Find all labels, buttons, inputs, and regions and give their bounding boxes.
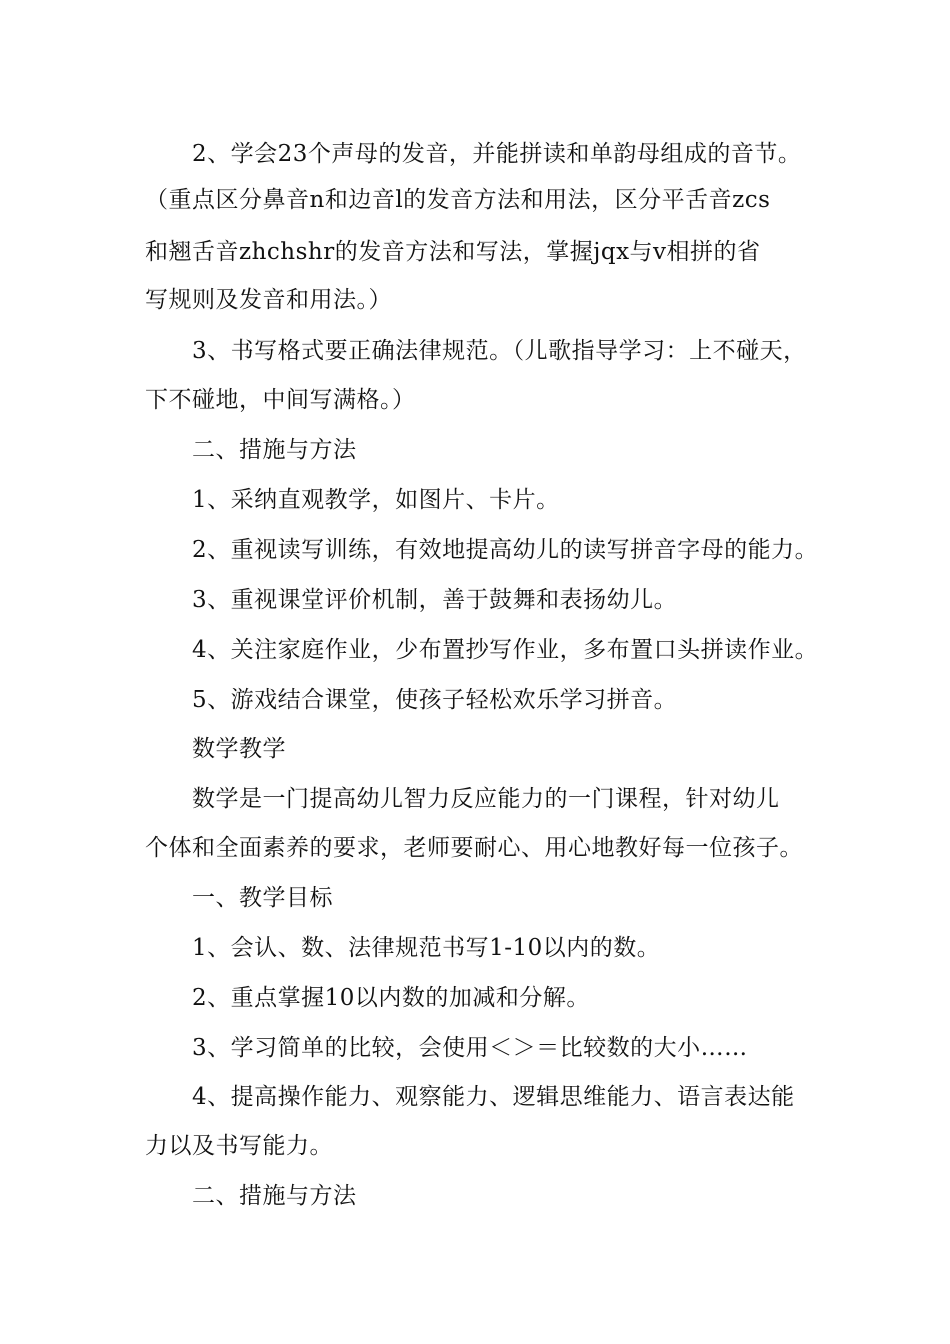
paragraph-line: 下不碰地，中间写满格。） [145, 387, 416, 413]
section-heading: 二、措施与方法 [192, 437, 357, 463]
list-item: 2、重点掌握10以内数的加减和分解。 [192, 985, 590, 1011]
list-item: 4、提高操作能力、观察能力、逻辑思维能力、语言表达能 [192, 1084, 795, 1110]
list-item: 3、重视课堂评价机制，善于鼓舞和表扬幼儿。 [192, 587, 678, 613]
list-item: 5、游戏结合课堂，使孩子轻松欢乐学习拼音。 [192, 687, 678, 713]
paragraph-line: 3、书写格式要正确法律规范。（儿歌指导学习：上不碰天， [192, 338, 807, 364]
list-item: 1、采纳直观教学，如图片、卡片。 [192, 487, 560, 513]
paragraph-line: 2、学会23个声母的发音，并能拼读和单韵母组成的音节。 [192, 141, 802, 167]
list-item: 3、学习简单的比较，会使用＜＞＝比较数的大小…… [192, 1035, 748, 1061]
paragraph-line: 数学是一门提高幼儿智力反应能力的一门课程，针对幼儿 [192, 786, 780, 812]
paragraph-line: 力以及书写能力。 [145, 1133, 333, 1159]
paragraph-line: 写规则及发音和用法。） [145, 287, 392, 313]
paragraph-line: 个体和全面素养的要求，老师要耐心、用心地教好每一位孩子。 [145, 835, 803, 861]
section-heading: 一、教学目标 [192, 885, 333, 911]
paragraph-line: 和翘舌音zhchshr的发音方法和写法，掌握jqx与v相拼的省 [145, 239, 761, 265]
paragraph-line: （重点区分鼻音n和边音l的发音方法和用法，区分平舌音zcs [145, 187, 771, 213]
section-heading: 二、措施与方法 [192, 1183, 357, 1209]
list-item: 2、重视读写训练，有效地提高幼儿的读写拼音字母的能力。 [192, 537, 819, 563]
section-heading: 数学教学 [192, 736, 286, 762]
list-item: 1、会认、数、法律规范书写1-10以内的数。 [192, 935, 661, 961]
list-item: 4、关注家庭作业，少布置抄写作业，多布置口头拼读作业。 [192, 637, 819, 663]
